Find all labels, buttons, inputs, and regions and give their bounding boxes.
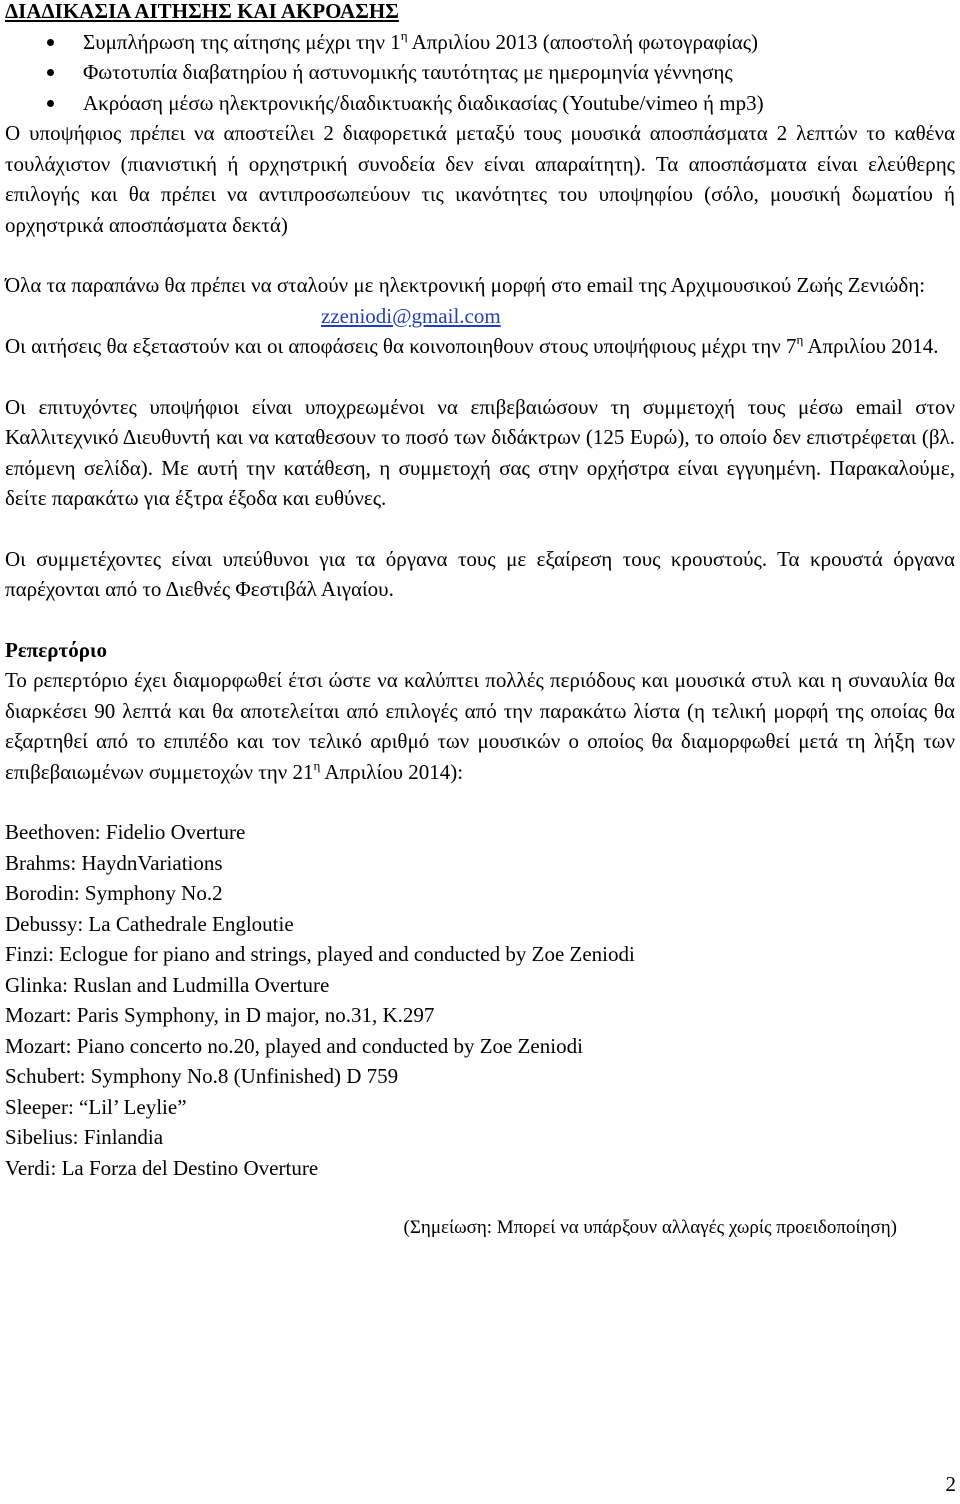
requirements-list [5, 27, 955, 119]
page-number: 2 [945, 1472, 956, 1496]
repertoire-heading: Ρεπερτόριο [5, 637, 107, 662]
list-item: Sleeper: “Lil’ Leylie” [5, 1094, 187, 1119]
list-item: Φωτοτυπία διαβατηρίου ή αστυνομικής ταυτότητας με ημερομηνία γέννησης [5, 57, 955, 88]
audition-paragraph: Ο υποψήφιος πρέπει να αποστείλει 2 διαφορετικά μεταξύ τους μουσικά αποσπάσματα 2 λεπτών το καθένα τουλάχιστον (πιανιστική ή ορχηστρική συνοδεία δεν είναι απαραίτητη). Τα αποσπάσματα είναι ελεύθερης επιλογής και θα πρέπει να αντιπροσωπεύουν τις ικανότητες του υποψηφίου (σόλο, μουσική δωματίου ή ορχηστρικά αποσπάσματα δεκτά) [5, 121, 955, 237]
list-item: Mozart: Piano concerto no.20, played and conducted by Zoe Zeniodi [5, 1033, 583, 1058]
document-page [5, 0, 955, 1244]
list-item: Borodin: Symphony No.2 [5, 881, 223, 905]
email-link[interactable]: zzeniodi@gmail.com [321, 303, 501, 328]
list-item: Verdi: La Forza del Destino Overture [5, 1155, 319, 1180]
section-title: ΔΙΑΔΙΚΑΣΙΑ ΑΙΤΗΣΗΣ ΚΑΙ ΑΚΡΟΑΣΗΣ [5, 0, 399, 23]
email-paragraph: Όλα τα παραπάνω θα πρέπει να σταλούν με ηλεκτρονική μορφή στο email της Αρχιμουσικού Ζωής Ζενιώδη: [5, 273, 926, 297]
repertoire-intro: Το ρεπερτόριο έχει διαμορφωθεί έτσι ώστε να καλύπτει πολλές περιόδους και μουσικά στυλ και η συναυλία θα διαρκέσει 90 λεπτά και θα αποτελείται από επιλογές από την παρακάτω λίστα (η τελική μορφή της οποίας θα εξαρτηθεί από το επιπέδο και τον τελικό αριθμό των μουσικών ο οποίος θα διαμορφωθεί μετά τη λήξη των επιβεβαιωμένων συμμετοχών την $21^\eta$ Απριλίου 2014): [5, 668, 955, 784]
change-note: (Σημείωση: Μπορεί να υπάρξουν αλλαγές χωρίς προειδοποίηση) [403, 1217, 897, 1238]
decision-paragraph: Οι αιτήσεις θα εξεταστούν και οι αποφάσεις θα κοινοποιηθουν στους υποψήφιους μέχρι την $7^\eta$ Απριλίου 2014. [5, 332, 939, 358]
list-item: Ακρόαση μέσω ηλεκτρονικής/διαδικτυακής διαδικασίας (Youtube/vimeo ή mp3) [5, 88, 955, 119]
list-item: Glinka: Ruslan and Ludmilla Overture [5, 972, 330, 997]
list-item: Schubert: Symphony No.8 (Unfinished) D 759 [5, 1064, 399, 1088]
list-item: Beethoven: Fidelio Overture [5, 820, 246, 844]
instruments-paragraph: Οι συμμετέχοντες είναι υπεύθυνοι για τα όργανα τους με εξαίρεση τους κρουστούς. Τα κρουστά όργανα παρέχονται από το Διεθνές Φεστιβάλ Αιγαίου. [5, 546, 955, 601]
confirmation-paragraph: Οι επιτυχόντες υποψήφιοι είναι υποχρεωμένοι να επιβεβαιώσουν τη συμμετοχή τους μέσω email στον Καλλιτεχνικό Διευθυντή και να καταθεσουν το ποσό των διδάκτρων (125 Ευρώ), το οποίο δεν επιστρέφεται (βλ. επόμενη σελίδα). Με αυτή την κατάθεση, η συμμετοχή σας στην ορχήστρα είναι εγγυημένη. Παρακαλούμε, δείτε παρακάτω για έξτρα έξοδα και ευθύνες. [5, 394, 955, 510]
list-item: Συμπλήρωση της αίτησης μέχρι την $1^\eta$ Απριλίου 2013 (αποστολή φωτογραφίας) [5, 27, 955, 58]
list-item: Mozart: Paris Symphony, in D major, no.31, K.297 [5, 1003, 435, 1027]
email-line [5, 301, 955, 332]
list-item: Debussy: La Cathedrale Engloutie [5, 911, 294, 936]
repertoire-list [5, 817, 955, 1183]
list-item: Finzi: Eclogue for piano and strings, played and conducted by Zoe Zeniodi [5, 942, 635, 966]
list-item: Brahms: HaydnVariations [5, 850, 223, 875]
list-item: Sibelius: Finlandia [5, 1125, 164, 1149]
